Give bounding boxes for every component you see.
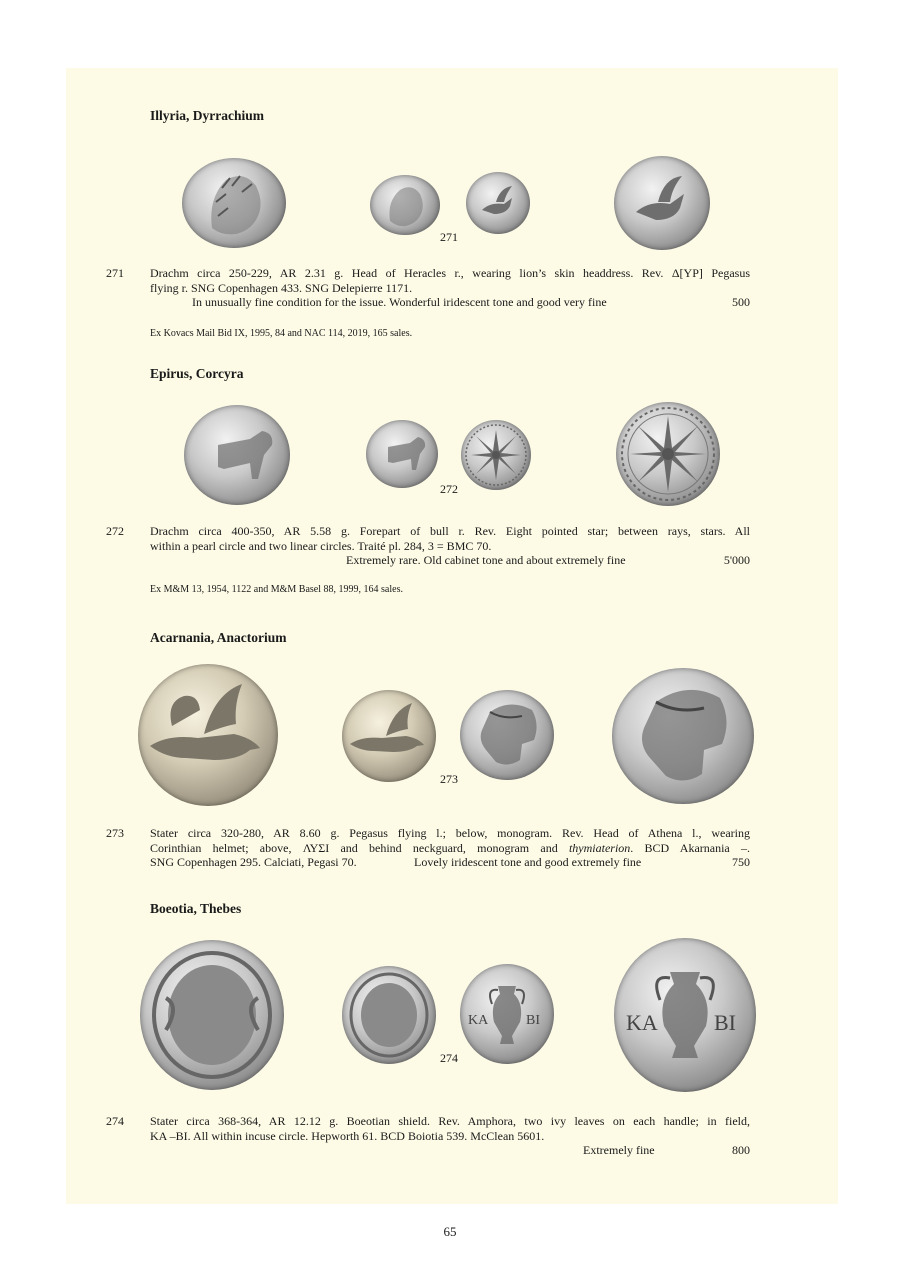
lot-number: 273 [106,826,124,840]
estimate: 750 [732,855,750,869]
heracles-head-icon [370,175,440,235]
bull-forepart-icon [184,405,290,505]
lot-number: 274 [440,1051,458,1065]
bull-forepart-icon [366,420,438,488]
provenance: Ex Kovacs Mail Bid IX, 1995, 84 and NAC 114, 2019, 165 sales. [150,328,413,339]
provenance: Ex M&M 13, 1954, 1122 and M&M Basel 88, 1999, 164 sales. [150,584,403,595]
condition: Extremely fine [583,1143,655,1157]
boeotian-shield-icon [140,940,284,1090]
description-line: flying r. SNG Copenhagen 433. SNG Delepierre 1171. [150,280,413,295]
description-line: SNG Copenhagen 295. Calciati, Pegasi 70. [150,855,357,869]
coin-legend: ΒΙ [526,1013,540,1028]
coin-legend: ΒΙ [714,1010,736,1035]
description-line: Corinthian helmet; above, ΛΥΣΙ and behind neckguard, monogram and thymiaterion. BCD Akarnania –. [150,840,750,855]
pegasus-icon [138,664,278,806]
page-number: 65 [443,1224,457,1239]
estimate: 5'000 [723,553,750,567]
heracles-head-icon [182,158,286,248]
description-line: Stater circa 320-280, AR 8.60 g. Pegasus flying l.; below, monogram. Rev. Head of Athena l., wearing [150,826,750,840]
pegasus-icon [342,690,436,782]
estimate: 800 [732,1143,750,1157]
athena-head-icon [612,668,754,804]
amphora-icon [460,964,554,1064]
description-line: Stater circa 368-364, AR 12.12 g. Boeotian shield. Rev. Amphora, two ivy leaves on each handle; in field, [150,1114,750,1128]
lot-number: 272 [106,524,124,538]
lot-description [150,826,750,870]
lot-heading: Epirus, Corcyra [150,366,244,381]
description-line: KA –BI. All within incuse circle. Hepworth 61. BCD Boiotia 539. McClean 5601. [150,1128,545,1143]
lot-number: 273 [440,772,458,786]
description-line: within a pearl circle and two linear circles. Traité pl. 284, 3 = BMC 70. [150,538,492,553]
lot-number: 274 [106,1114,124,1128]
pegasus-icon [466,172,530,234]
lot-number: 271 [440,230,458,244]
lot-number: 271 [106,266,124,280]
eight-pointed-star-icon [616,402,720,506]
lot-description [150,524,750,568]
athena-head-icon [460,690,554,780]
lot-description [150,1114,750,1158]
pegasus-icon [614,156,710,250]
eight-pointed-star-icon [461,420,531,490]
lot-heading: Acarnania, Anactorium [150,630,287,645]
lot-heading: Boeotia, Thebes [150,901,242,916]
lot-number: 272 [440,482,458,496]
condition: In unusually fine condition for the issue. Wonderful iridescent tone and good very fine [192,295,607,309]
amphora-icon [614,938,756,1092]
coin-legend: ΚΑ [468,1013,489,1028]
description-line: Drachm circa 250-229, AR 2.31 g. Head of Heracles r., wearing lion’s skin headdress. Rev. Δ[ΥΡ] Pegasus [150,266,750,280]
coin-legend: ΚΑ [626,1010,658,1035]
condition: Extremely rare. Old cabinet tone and about extremely fine [346,553,626,567]
estimate: 500 [732,295,750,309]
lot-heading: Illyria, Dyrrachium [150,108,264,123]
description-line: Drachm circa 400-350, AR 5.58 g. Forepart of bull r. Rev. Eight pointed star; between rays, stars. All [150,524,750,538]
boeotian-shield-icon [342,966,436,1064]
lot-description [150,266,750,310]
condition: Lovely iridescent tone and good extremely fine [414,855,642,869]
